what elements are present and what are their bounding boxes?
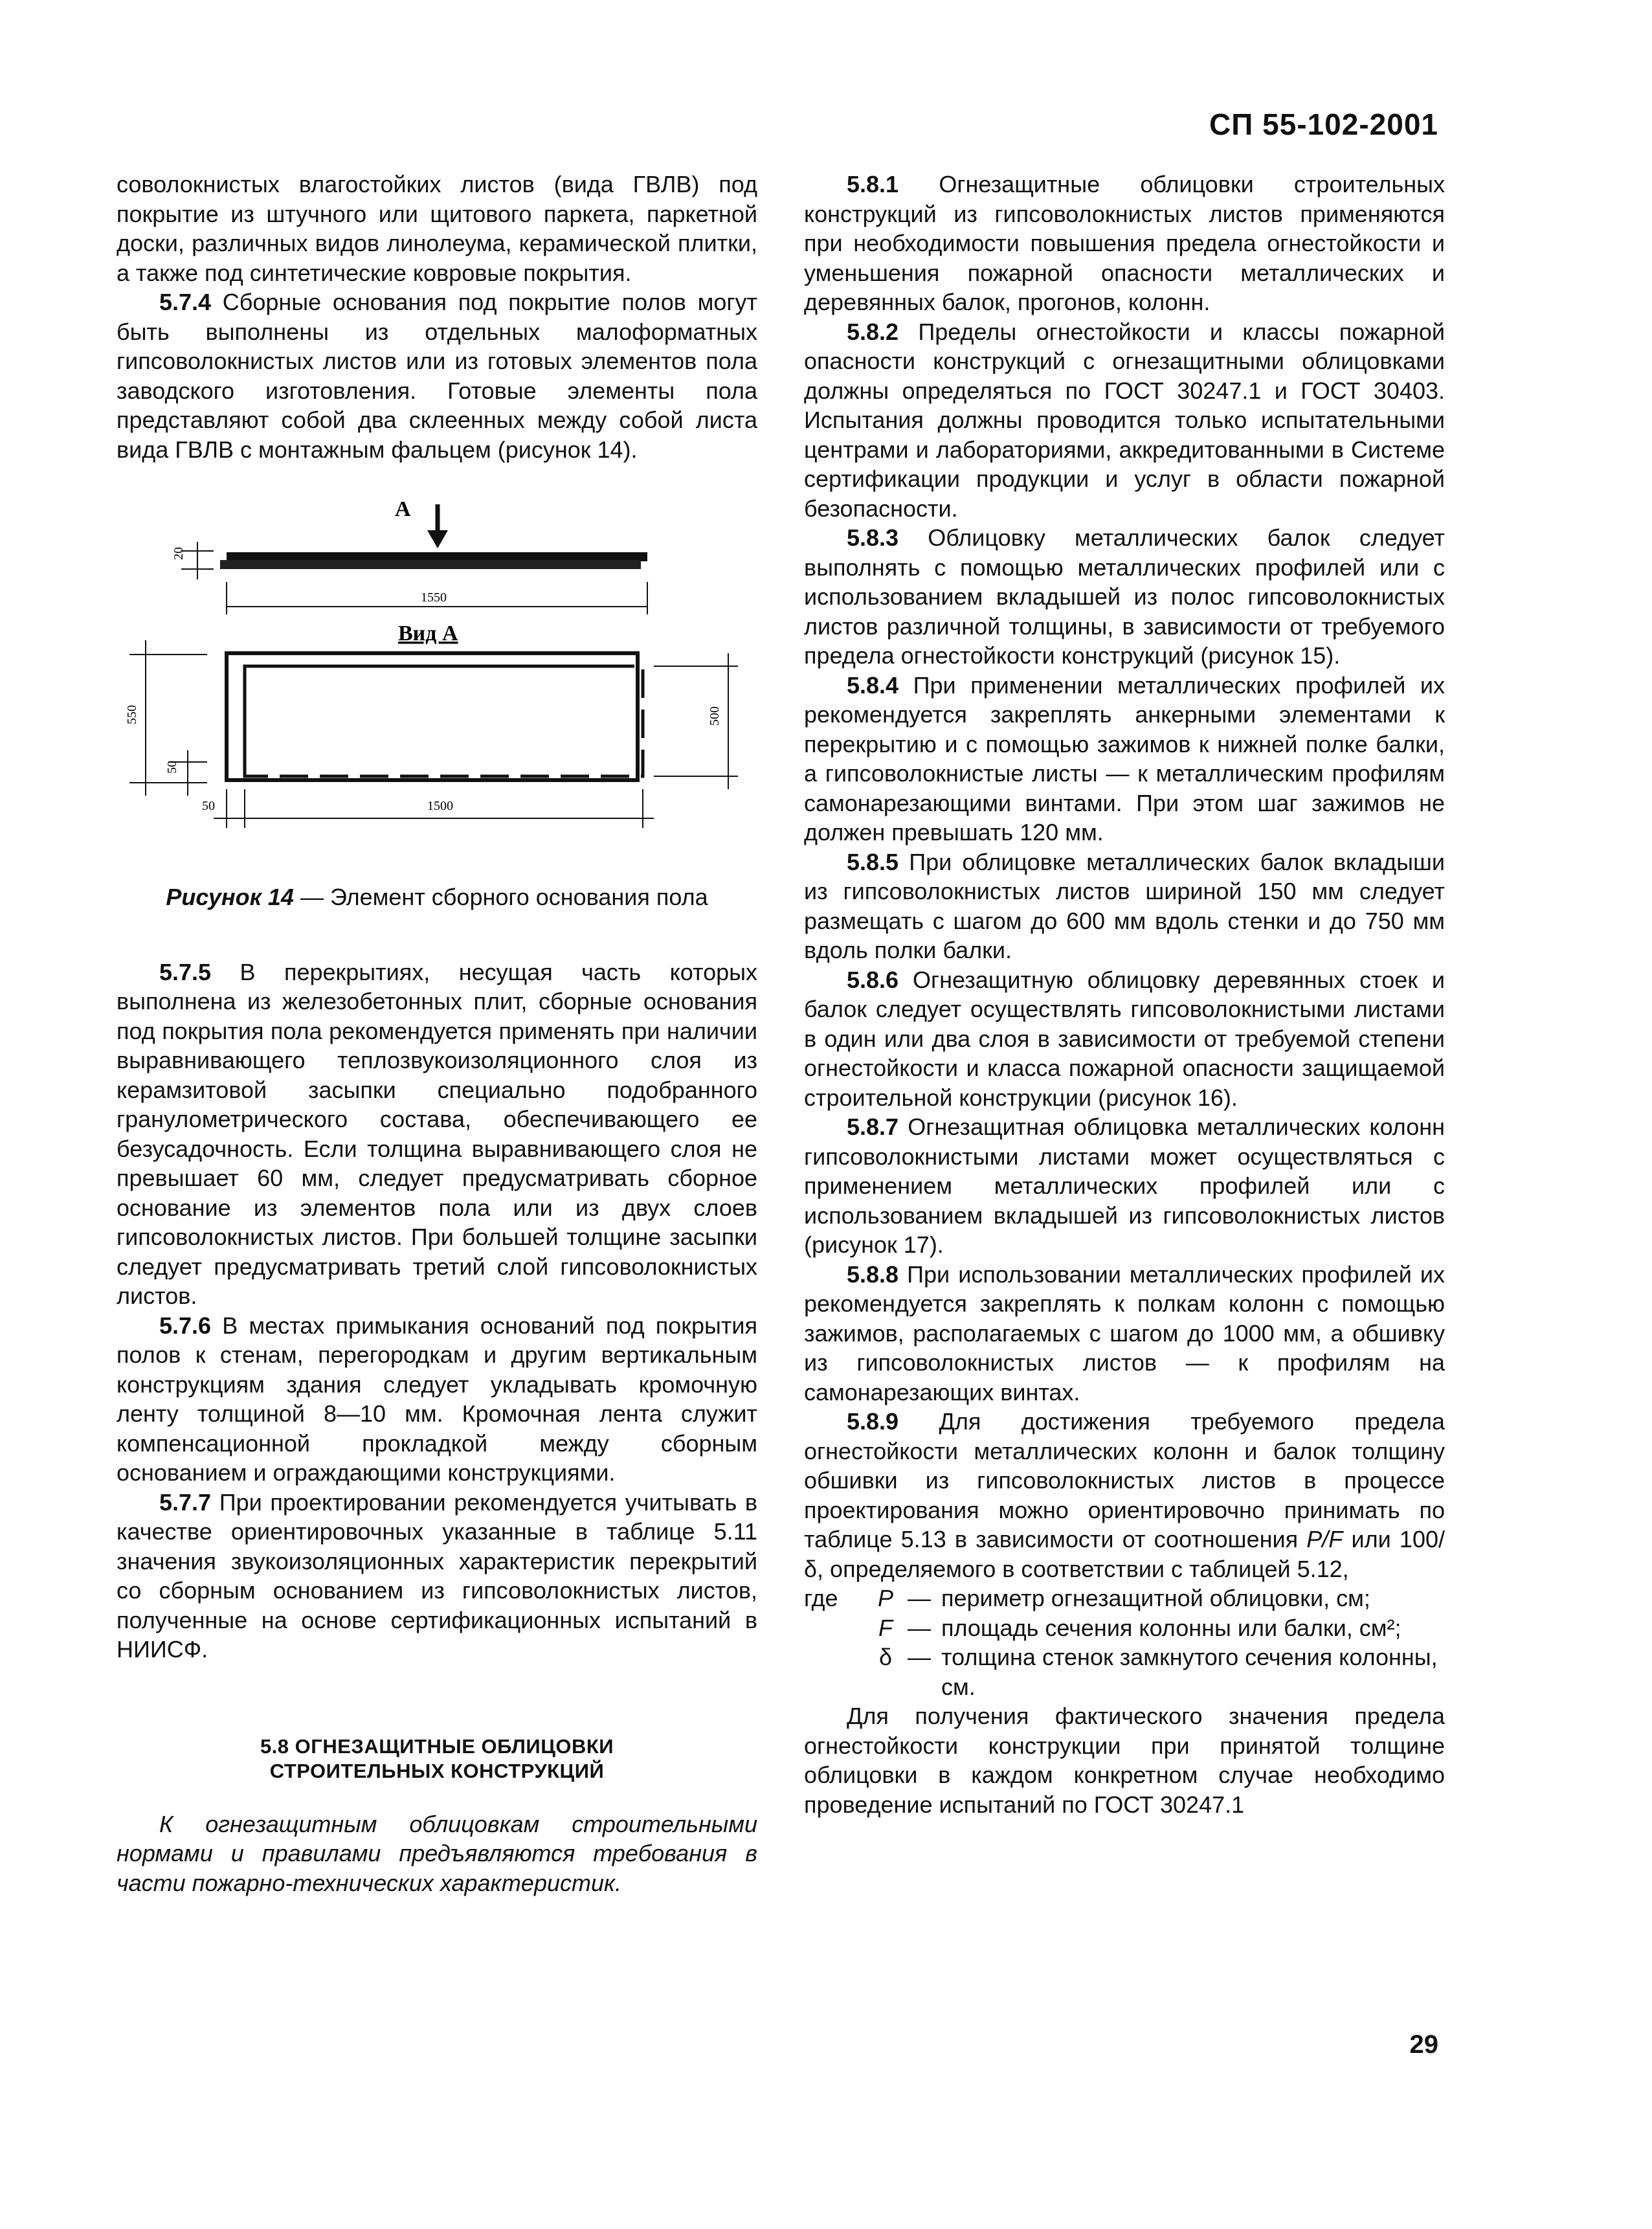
view-label: Вид А [398,622,458,645]
paragraph-5-8-5 [804,847,1445,965]
clause-number: 5.7.4 [159,289,212,315]
definition-symbol: δ [878,1644,893,1670]
view-arrow [427,504,448,548]
definition-text: площадь сечения колонны или балки, см²; [941,1614,1401,1641]
paragraph-text: В перекрытиях, несущая часть которых выполнена из железобетонных плит, сборные основания под покрытия пола рекомендуется применять при наличии выравнивающего теплозвукоизоляционного слоя из керамзитовой засыпки специально подобранного гранулометрического состава, обеспечивающего ее безусадочность. Если толщина выравнивающего слоя не превышает 60 мм, следует предусматривать сборное основание из элементов пола или из двух слоев гипсоволокнистых листов. При большей толщине засыпки следует предусматривать третий слой гипсоволокнистых листов. [117,958,757,1309]
paragraph-text: или 100/δ, определяемого в соответствии с таблицей 5.12, [804,1526,1445,1582]
clause-number: 5.8.6 [847,966,899,993]
paragraph-5-8-1 [804,170,1445,317]
paragraph-text: Для достижения требуемого предела огнестойкости металлических колонн и балок толщину обшивки из гипсоволокнистых листов в процессе проектирования можно ориентировочно принимать по таблице 5.13 в зависимости от соотношения [804,1408,1445,1552]
definition-symbol: F [878,1614,893,1641]
section-heading [117,1734,757,1784]
document-code: СП 55-102-2001 [1209,107,1438,141]
dim-550: 550 [125,705,139,724]
definition-row [804,1642,1445,1701]
clause-number: 5.8.2 [847,318,899,345]
clause-number: 5.7.5 [159,958,212,985]
paragraph-text: При проектировании рекомендуется учитывать в качестве ориентировочных указанные в таблице 5.11 значения звукоизоляционных характеристик перекрытий со сборным основанием из гипсоволокнистых листов, полученные на основе сертификационных испытаний в НИИСФ. [117,1488,757,1663]
definition-symbol: P [877,1585,893,1611]
figure-14 [117,478,757,873]
paragraph-text: При применении металлических профилей их рекомендуется закреплять анкерными элементами к перекрытию и с помощью зажимов к нижней полке балки, а гипсоволокнистые листы — к металлическим профилям самонарезающими винтами. При этом шаг зажимов не должен превышать 120 мм. [804,671,1445,846]
paragraph-5-8-6 [804,965,1445,1113]
right-column [804,170,1445,1819]
definition-dash: — [908,1585,931,1611]
clause-number: 5.7.6 [159,1312,212,1339]
paragraph-5-8-7 [804,1112,1445,1260]
clause-number: 5.7.7 [159,1488,212,1516]
clause-number: 5.8.8 [847,1260,899,1288]
figure-caption [117,882,757,912]
dim-line-500 [654,653,738,789]
dim-1500: 1500 [427,799,453,813]
paragraph-closing: Для получения фактического значения предела огнестойкости конструкции при принятой толщине облицовки в каждом конкретном случае необходимо проведение испытаний по ГОСТ 30247.1 [804,1703,1445,1818]
dim-50-horizontal: 50 [202,799,215,813]
dim-20: 20 [172,547,186,560]
clause-number: 5.8.1 [847,171,899,197]
paragraph-text: Пределы огнестойкости и классы пожарной опасности конструкций с огнезащитными облицовками должны определяться по ГОСТ 30247.1 и ГОСТ 30403. Испытания должны проводится только испытательными центрами и лабораториями, аккредитованными в Системе сертификации продукции и услуг в области пожарной безопасности. [804,318,1445,522]
definition-dash: — [908,1644,931,1670]
floor-element-drawing [117,478,757,873]
paragraph-text: Огнезащитные облицовки строительных конструкций из гипсоволокнистых листов применяются при необходимости повышения предела огнестойкости и уменьшения пожарной опасности металлических и деревянных балок, прогонов, колонн. [804,171,1445,315]
paragraph-5-8-9 [804,1407,1445,1584]
clause-number: 5.8.5 [847,848,899,875]
dim-1550: 1550 [421,590,447,605]
clause-number: 5.8.3 [847,524,899,551]
ratio-symbol: P/F [1306,1526,1343,1552]
definition-row [804,1584,1445,1613]
paragraph-text: При использовании металлических профилей их рекомендуется закреплять к полкам колонн с помощью зажимов, располагаемых с шагом до 1000 мм, а обшивку из гипсоволокнистых листов — к профилям на самонарезающих винтах. [804,1260,1445,1406]
paragraph-5-8-4 [804,671,1445,847]
caption-text: — Элемент сборного основания пола [293,884,708,910]
paragraph-5-7-6 [117,1311,757,1488]
paragraph-5-8-3 [804,523,1445,671]
dim-50-vertical: 50 [165,761,179,774]
heading-line-2: СТРОИТЕЛЬНЫХ КОНСТРУКЦИЙ [269,1759,605,1782]
clause-number: 5.8.7 [847,1114,899,1140]
dim-500: 500 [708,706,722,726]
paragraph-5-7-7 [117,1488,757,1664]
definition-row [804,1613,1445,1643]
paragraph-5-8-8 [804,1260,1445,1407]
clause-number: 5.8.9 [847,1408,899,1435]
paragraph-text: Облицовку металлических балок следует выполнять с помощью металлических профилей или с использованием вкладышей из полос гипсоволокнистых листов различной толщины, в зависимости от требуемого предела огнестойкости конструкций (рисунок 15). [804,524,1445,669]
section-plates [181,542,647,579]
definition-text: периметр огнезащитной облицовки, см; [941,1585,1370,1611]
definition-lead: где [804,1585,838,1611]
clause-number: 5.8.4 [847,671,899,699]
paragraph-continuation: соволокнистых влагостойких листов (вида ГВЛВ) под покрытие из штучного или щитового паркета, паркетной доски, различных видов линолеума, керамической плитки, а также под синтетические ковровые покрытия. [117,171,757,286]
page-number: 29 [1409,2030,1438,2059]
heading-line-1: 5.8 ОГНЕЗАЩИТНЫЕ ОБЛИЦОВКИ [260,1734,614,1758]
paragraph-section-intro: К огнезащитным облицовкам строительными нормами и правилами предъявляются требования в части пожарно-технических характеристик. [117,1810,757,1896]
definitions-list [804,1584,1445,1701]
paragraph-5-7-4 [117,287,757,464]
paragraph-text: Огнезащитную облицовку деревянных стоек и балок следует осуществлять гипсоволокнистыми листами в один или два слоя в зависимости от требуемой степени огнестойкости и класса пожарной опасности защищаемой строительной конструкции (рисунок 16). [804,966,1445,1111]
paragraph-text: При облицовке металлических балок вкладыши из гипсоволокнистых листов шириной 150 мм следует размещать с шагом до 600 мм вдоль стенки и до 750 мм вдоль полки балки. [804,848,1445,963]
definition-dash: — [908,1614,931,1641]
paragraph-5-8-2 [804,317,1445,524]
plan-view [227,653,643,780]
paragraph-text: В местах примыкания оснований под покрытия полов к стенам, перегородкам и другим вертикальным конструкциям здания следует укладывать кромочную ленту толщиной 8—10 мм. Кромочная лента служит компенсационной прокладкой между сборным основанием и ограждающими конструкциями. [117,1312,757,1486]
left-column [117,170,757,1898]
caption-label: Рисунок 14 [166,884,294,910]
paragraph-text: Огнезащитная облицовка металлических колонн гипсоволокнистыми листами может осуществляться с применением металлических профилей или с использованием вкладышей из гипсоволокнистых листов (рисунок 17). [804,1114,1445,1258]
paragraph-5-7-5 [117,958,757,1311]
paragraph-text: Сборные основания под покрытие полов могут быть выполнены из отдельных малоформатных гипсоволокнистых листов или из готовых элементов пола заводского изготовления. Готовые элементы пола представляют собой два склеенных между собой листа вида ГВЛВ с монтажным фальцем (рисунок 14). [117,289,757,463]
definition-text: толщина стенок замкнутого сечения колонны, см. [941,1644,1438,1700]
arrow-label: А [395,497,411,521]
